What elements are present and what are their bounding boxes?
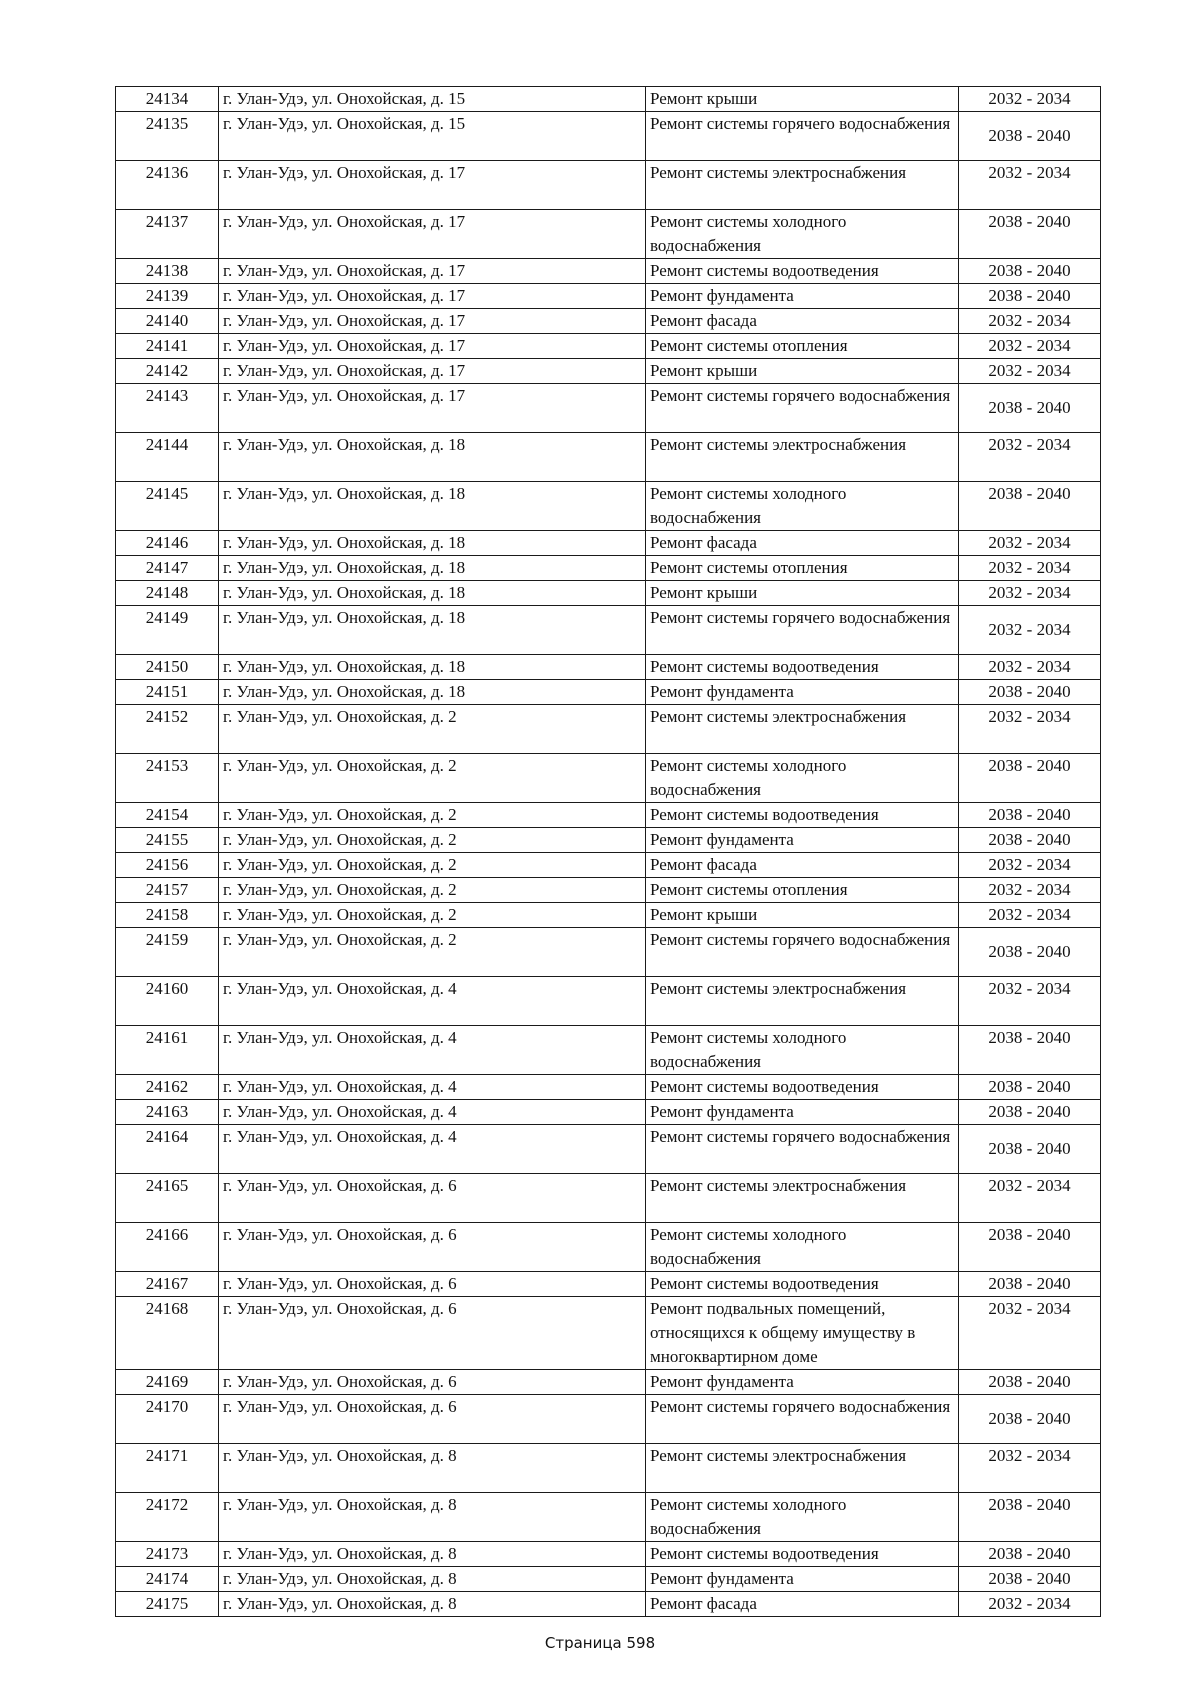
row-number: 24140 <box>116 309 219 334</box>
table-row <box>116 581 1101 606</box>
row-number: 24159 <box>116 928 219 977</box>
row-address: г. Улан-Удэ, ул. Онохойская, д. 4 <box>219 977 646 1026</box>
row-period: 2038 - 2040 <box>959 754 1101 803</box>
row-address: г. Улан-Удэ, ул. Онохойская, д. 18 <box>219 482 646 531</box>
row-work-type: Ремонт системы горячего водоснабжения <box>646 606 959 655</box>
row-period: 2032 - 2034 <box>959 606 1101 655</box>
row-period: 2038 - 2040 <box>959 112 1101 161</box>
table-row <box>116 1272 1101 1297</box>
row-address: г. Улан-Удэ, ул. Онохойская, д. 2 <box>219 828 646 853</box>
repair-schedule-table <box>115 86 1101 1617</box>
row-period: 2038 - 2040 <box>959 1075 1101 1100</box>
row-work-type: Ремонт системы холодного водоснабжения <box>646 482 959 531</box>
row-address: г. Улан-Удэ, ул. Онохойская, д. 8 <box>219 1567 646 1592</box>
row-number: 24169 <box>116 1370 219 1395</box>
row-number: 24173 <box>116 1542 219 1567</box>
row-work-type: Ремонт системы электроснабжения <box>646 977 959 1026</box>
row-address: г. Улан-Удэ, ул. Онохойская, д. 4 <box>219 1026 646 1075</box>
table-row <box>116 928 1101 977</box>
row-work-type: Ремонт системы холодного водоснабжения <box>646 1026 959 1075</box>
row-period: 2038 - 2040 <box>959 928 1101 977</box>
table-row <box>116 754 1101 803</box>
row-address: г. Улан-Удэ, ул. Онохойская, д. 6 <box>219 1395 646 1444</box>
row-work-type: Ремонт фасада <box>646 309 959 334</box>
row-address: г. Улан-Удэ, ул. Онохойская, д. 2 <box>219 705 646 754</box>
row-work-type: Ремонт системы горячего водоснабжения <box>646 1125 959 1174</box>
row-number: 24156 <box>116 853 219 878</box>
table-row <box>116 1395 1101 1444</box>
row-period: 2038 - 2040 <box>959 1395 1101 1444</box>
row-period: 2032 - 2034 <box>959 878 1101 903</box>
table-row <box>116 853 1101 878</box>
row-number: 24175 <box>116 1592 219 1617</box>
table-row <box>116 531 1101 556</box>
row-work-type: Ремонт фундамента <box>646 828 959 853</box>
row-period: 2038 - 2040 <box>959 482 1101 531</box>
row-work-type: Ремонт системы водоотведения <box>646 655 959 680</box>
row-address: г. Улан-Удэ, ул. Онохойская, д. 18 <box>219 581 646 606</box>
row-period: 2038 - 2040 <box>959 1542 1101 1567</box>
row-number: 24161 <box>116 1026 219 1075</box>
row-number: 24143 <box>116 384 219 433</box>
row-number: 24171 <box>116 1444 219 1493</box>
row-period: 2032 - 2034 <box>959 359 1101 384</box>
table-row <box>116 1223 1101 1272</box>
table-row <box>116 803 1101 828</box>
table-body <box>116 87 1101 1617</box>
row-address: г. Улан-Удэ, ул. Онохойская, д. 4 <box>219 1075 646 1100</box>
row-period: 2032 - 2034 <box>959 309 1101 334</box>
row-number: 24152 <box>116 705 219 754</box>
row-number: 24151 <box>116 680 219 705</box>
row-address: г. Улан-Удэ, ул. Онохойская, д. 8 <box>219 1542 646 1567</box>
row-address: г. Улан-Удэ, ул. Онохойская, д. 17 <box>219 210 646 259</box>
row-number: 24174 <box>116 1567 219 1592</box>
row-period: 2038 - 2040 <box>959 1370 1101 1395</box>
row-period: 2032 - 2034 <box>959 1592 1101 1617</box>
row-number: 24134 <box>116 87 219 112</box>
row-work-type: Ремонт подвальных помещений, относящихся к общему имуществу в многоквартирном доме <box>646 1297 959 1370</box>
row-work-type: Ремонт системы холодного водоснабжения <box>646 1493 959 1542</box>
row-work-type: Ремонт системы водоотведения <box>646 1075 959 1100</box>
row-period: 2032 - 2034 <box>959 853 1101 878</box>
row-work-type: Ремонт крыши <box>646 359 959 384</box>
row-address: г. Улан-Удэ, ул. Онохойская, д. 17 <box>219 161 646 210</box>
row-work-type: Ремонт системы водоотведения <box>646 1542 959 1567</box>
row-work-type: Ремонт системы водоотведения <box>646 259 959 284</box>
row-address: г. Улан-Удэ, ул. Онохойская, д. 18 <box>219 556 646 581</box>
row-period: 2038 - 2040 <box>959 1026 1101 1075</box>
row-number: 24164 <box>116 1125 219 1174</box>
row-work-type: Ремонт фасада <box>646 853 959 878</box>
row-number: 24165 <box>116 1174 219 1223</box>
row-number: 24170 <box>116 1395 219 1444</box>
row-address: г. Улан-Удэ, ул. Онохойская, д. 15 <box>219 87 646 112</box>
row-number: 24146 <box>116 531 219 556</box>
row-address: г. Улан-Удэ, ул. Онохойская, д. 4 <box>219 1100 646 1125</box>
row-number: 24163 <box>116 1100 219 1125</box>
table-row <box>116 1026 1101 1075</box>
row-period: 2038 - 2040 <box>959 1223 1101 1272</box>
row-work-type: Ремонт фундамента <box>646 1100 959 1125</box>
row-address: г. Улан-Удэ, ул. Онохойская, д. 6 <box>219 1223 646 1272</box>
row-period: 2032 - 2034 <box>959 334 1101 359</box>
table-row <box>116 433 1101 482</box>
row-number: 24149 <box>116 606 219 655</box>
row-work-type: Ремонт фасада <box>646 1592 959 1617</box>
row-work-type: Ремонт крыши <box>646 903 959 928</box>
table-row <box>116 309 1101 334</box>
row-period: 2038 - 2040 <box>959 1125 1101 1174</box>
row-address: г. Улан-Удэ, ул. Онохойская, д. 18 <box>219 433 646 482</box>
row-work-type: Ремонт фасада <box>646 531 959 556</box>
row-address: г. Улан-Удэ, ул. Онохойская, д. 2 <box>219 853 646 878</box>
row-address: г. Улан-Удэ, ул. Онохойская, д. 2 <box>219 878 646 903</box>
row-number: 24155 <box>116 828 219 853</box>
row-work-type: Ремонт системы отопления <box>646 556 959 581</box>
table-row <box>116 705 1101 754</box>
table-row <box>116 210 1101 259</box>
row-address: г. Улан-Удэ, ул. Онохойская, д. 17 <box>219 359 646 384</box>
row-period: 2038 - 2040 <box>959 1493 1101 1542</box>
row-address: г. Улан-Удэ, ул. Онохойская, д. 2 <box>219 928 646 977</box>
row-address: г. Улан-Удэ, ул. Онохойская, д. 2 <box>219 803 646 828</box>
row-address: г. Улан-Удэ, ул. Онохойская, д. 6 <box>219 1370 646 1395</box>
page-number: Страница 598 <box>544 1634 656 1652</box>
table-row <box>116 655 1101 680</box>
row-address: г. Улан-Удэ, ул. Онохойская, д. 18 <box>219 655 646 680</box>
row-number: 24153 <box>116 754 219 803</box>
row-number: 24160 <box>116 977 219 1026</box>
row-period: 2032 - 2034 <box>959 433 1101 482</box>
row-address: г. Улан-Удэ, ул. Онохойская, д. 18 <box>219 531 646 556</box>
row-number: 24157 <box>116 878 219 903</box>
table-row <box>116 878 1101 903</box>
row-number: 24138 <box>116 259 219 284</box>
row-work-type: Ремонт крыши <box>646 581 959 606</box>
row-period: 2032 - 2034 <box>959 87 1101 112</box>
table-row <box>116 161 1101 210</box>
row-number: 24158 <box>116 903 219 928</box>
table-row <box>116 1444 1101 1493</box>
table-row <box>116 1542 1101 1567</box>
row-period: 2032 - 2034 <box>959 1174 1101 1223</box>
table-row <box>116 384 1101 433</box>
row-address: г. Улан-Удэ, ул. Онохойская, д. 17 <box>219 384 646 433</box>
row-work-type: Ремонт системы горячего водоснабжения <box>646 928 959 977</box>
row-period: 2032 - 2034 <box>959 531 1101 556</box>
row-period: 2032 - 2034 <box>959 1297 1101 1370</box>
row-period: 2032 - 2034 <box>959 977 1101 1026</box>
table-row <box>116 1567 1101 1592</box>
row-number: 24148 <box>116 581 219 606</box>
table-row <box>116 1100 1101 1125</box>
row-work-type: Ремонт фундамента <box>646 1567 959 1592</box>
table-row <box>116 284 1101 309</box>
row-work-type: Ремонт системы отопления <box>646 878 959 903</box>
row-number: 24154 <box>116 803 219 828</box>
row-number: 24150 <box>116 655 219 680</box>
row-period: 2038 - 2040 <box>959 1100 1101 1125</box>
row-number: 24166 <box>116 1223 219 1272</box>
row-number: 24147 <box>116 556 219 581</box>
row-work-type: Ремонт системы холодного водоснабжения <box>646 1223 959 1272</box>
row-work-type: Ремонт крыши <box>646 87 959 112</box>
row-address: г. Улан-Удэ, ул. Онохойская, д. 17 <box>219 259 646 284</box>
row-work-type: Ремонт системы электроснабжения <box>646 161 959 210</box>
row-work-type: Ремонт системы холодного водоснабжения <box>646 210 959 259</box>
table-row <box>116 1125 1101 1174</box>
row-period: 2038 - 2040 <box>959 828 1101 853</box>
row-number: 24139 <box>116 284 219 309</box>
row-address: г. Улан-Удэ, ул. Онохойская, д. 6 <box>219 1272 646 1297</box>
row-work-type: Ремонт системы водоотведения <box>646 803 959 828</box>
row-period: 2038 - 2040 <box>959 680 1101 705</box>
row-period: 2032 - 2034 <box>959 705 1101 754</box>
row-work-type: Ремонт фундамента <box>646 284 959 309</box>
table-row <box>116 977 1101 1026</box>
row-work-type: Ремонт системы отопления <box>646 334 959 359</box>
table-row <box>116 1075 1101 1100</box>
table-row <box>116 606 1101 655</box>
table-row <box>116 1592 1101 1617</box>
row-work-type: Ремонт системы горячего водоснабжения <box>646 1395 959 1444</box>
row-address: г. Улан-Удэ, ул. Онохойская, д. 17 <box>219 309 646 334</box>
row-period: 2038 - 2040 <box>959 284 1101 309</box>
table-row <box>116 680 1101 705</box>
table-row <box>116 1370 1101 1395</box>
row-number: 24168 <box>116 1297 219 1370</box>
row-period: 2038 - 2040 <box>959 259 1101 284</box>
row-number: 24167 <box>116 1272 219 1297</box>
row-address: г. Улан-Удэ, ул. Онохойская, д. 17 <box>219 334 646 359</box>
table-row <box>116 87 1101 112</box>
row-period: 2038 - 2040 <box>959 803 1101 828</box>
table-row <box>116 482 1101 531</box>
row-address: г. Улан-Удэ, ул. Онохойская, д. 6 <box>219 1174 646 1223</box>
table-row <box>116 1493 1101 1542</box>
row-period: 2032 - 2034 <box>959 556 1101 581</box>
table-row <box>116 903 1101 928</box>
row-work-type: Ремонт фундамента <box>646 680 959 705</box>
row-period: 2032 - 2034 <box>959 161 1101 210</box>
table-row <box>116 112 1101 161</box>
row-period: 2038 - 2040 <box>959 210 1101 259</box>
row-address: г. Улан-Удэ, ул. Онохойская, д. 8 <box>219 1493 646 1542</box>
row-address: г. Улан-Удэ, ул. Онохойская, д. 2 <box>219 903 646 928</box>
row-address: г. Улан-Удэ, ул. Онохойская, д. 17 <box>219 284 646 309</box>
row-work-type: Ремонт системы горячего водоснабжения <box>646 112 959 161</box>
row-period: 2038 - 2040 <box>959 1567 1101 1592</box>
row-period: 2032 - 2034 <box>959 581 1101 606</box>
row-work-type: Ремонт системы электроснабжения <box>646 433 959 482</box>
row-period: 2032 - 2034 <box>959 655 1101 680</box>
table-row <box>116 556 1101 581</box>
row-work-type: Ремонт фундамента <box>646 1370 959 1395</box>
table-row <box>116 259 1101 284</box>
row-number: 24137 <box>116 210 219 259</box>
row-number: 24135 <box>116 112 219 161</box>
row-address: г. Улан-Удэ, ул. Онохойская, д. 8 <box>219 1592 646 1617</box>
table-row <box>116 359 1101 384</box>
row-work-type: Ремонт системы водоотведения <box>646 1272 959 1297</box>
row-number: 24142 <box>116 359 219 384</box>
table-row <box>116 1297 1101 1370</box>
row-work-type: Ремонт системы холодного водоснабжения <box>646 754 959 803</box>
row-number: 24144 <box>116 433 219 482</box>
table-row <box>116 1174 1101 1223</box>
row-address: г. Улан-Удэ, ул. Онохойская, д. 18 <box>219 680 646 705</box>
row-number: 24162 <box>116 1075 219 1100</box>
row-address: г. Улан-Удэ, ул. Онохойская, д. 2 <box>219 754 646 803</box>
row-address: г. Улан-Удэ, ул. Онохойская, д. 8 <box>219 1444 646 1493</box>
row-number: 24172 <box>116 1493 219 1542</box>
row-work-type: Ремонт системы электроснабжения <box>646 705 959 754</box>
row-period: 2038 - 2040 <box>959 384 1101 433</box>
row-number: 24136 <box>116 161 219 210</box>
row-address: г. Улан-Удэ, ул. Онохойская, д. 4 <box>219 1125 646 1174</box>
row-address: г. Улан-Удэ, ул. Онохойская, д. 15 <box>219 112 646 161</box>
row-number: 24145 <box>116 482 219 531</box>
row-period: 2038 - 2040 <box>959 1272 1101 1297</box>
row-number: 24141 <box>116 334 219 359</box>
row-address: г. Улан-Удэ, ул. Онохойская, д. 6 <box>219 1297 646 1370</box>
table-row <box>116 334 1101 359</box>
row-work-type: Ремонт системы электроснабжения <box>646 1444 959 1493</box>
row-address: г. Улан-Удэ, ул. Онохойская, д. 18 <box>219 606 646 655</box>
table-row <box>116 828 1101 853</box>
row-work-type: Ремонт системы горячего водоснабжения <box>646 384 959 433</box>
row-work-type: Ремонт системы электроснабжения <box>646 1174 959 1223</box>
row-period: 2032 - 2034 <box>959 903 1101 928</box>
row-period: 2032 - 2034 <box>959 1444 1101 1493</box>
